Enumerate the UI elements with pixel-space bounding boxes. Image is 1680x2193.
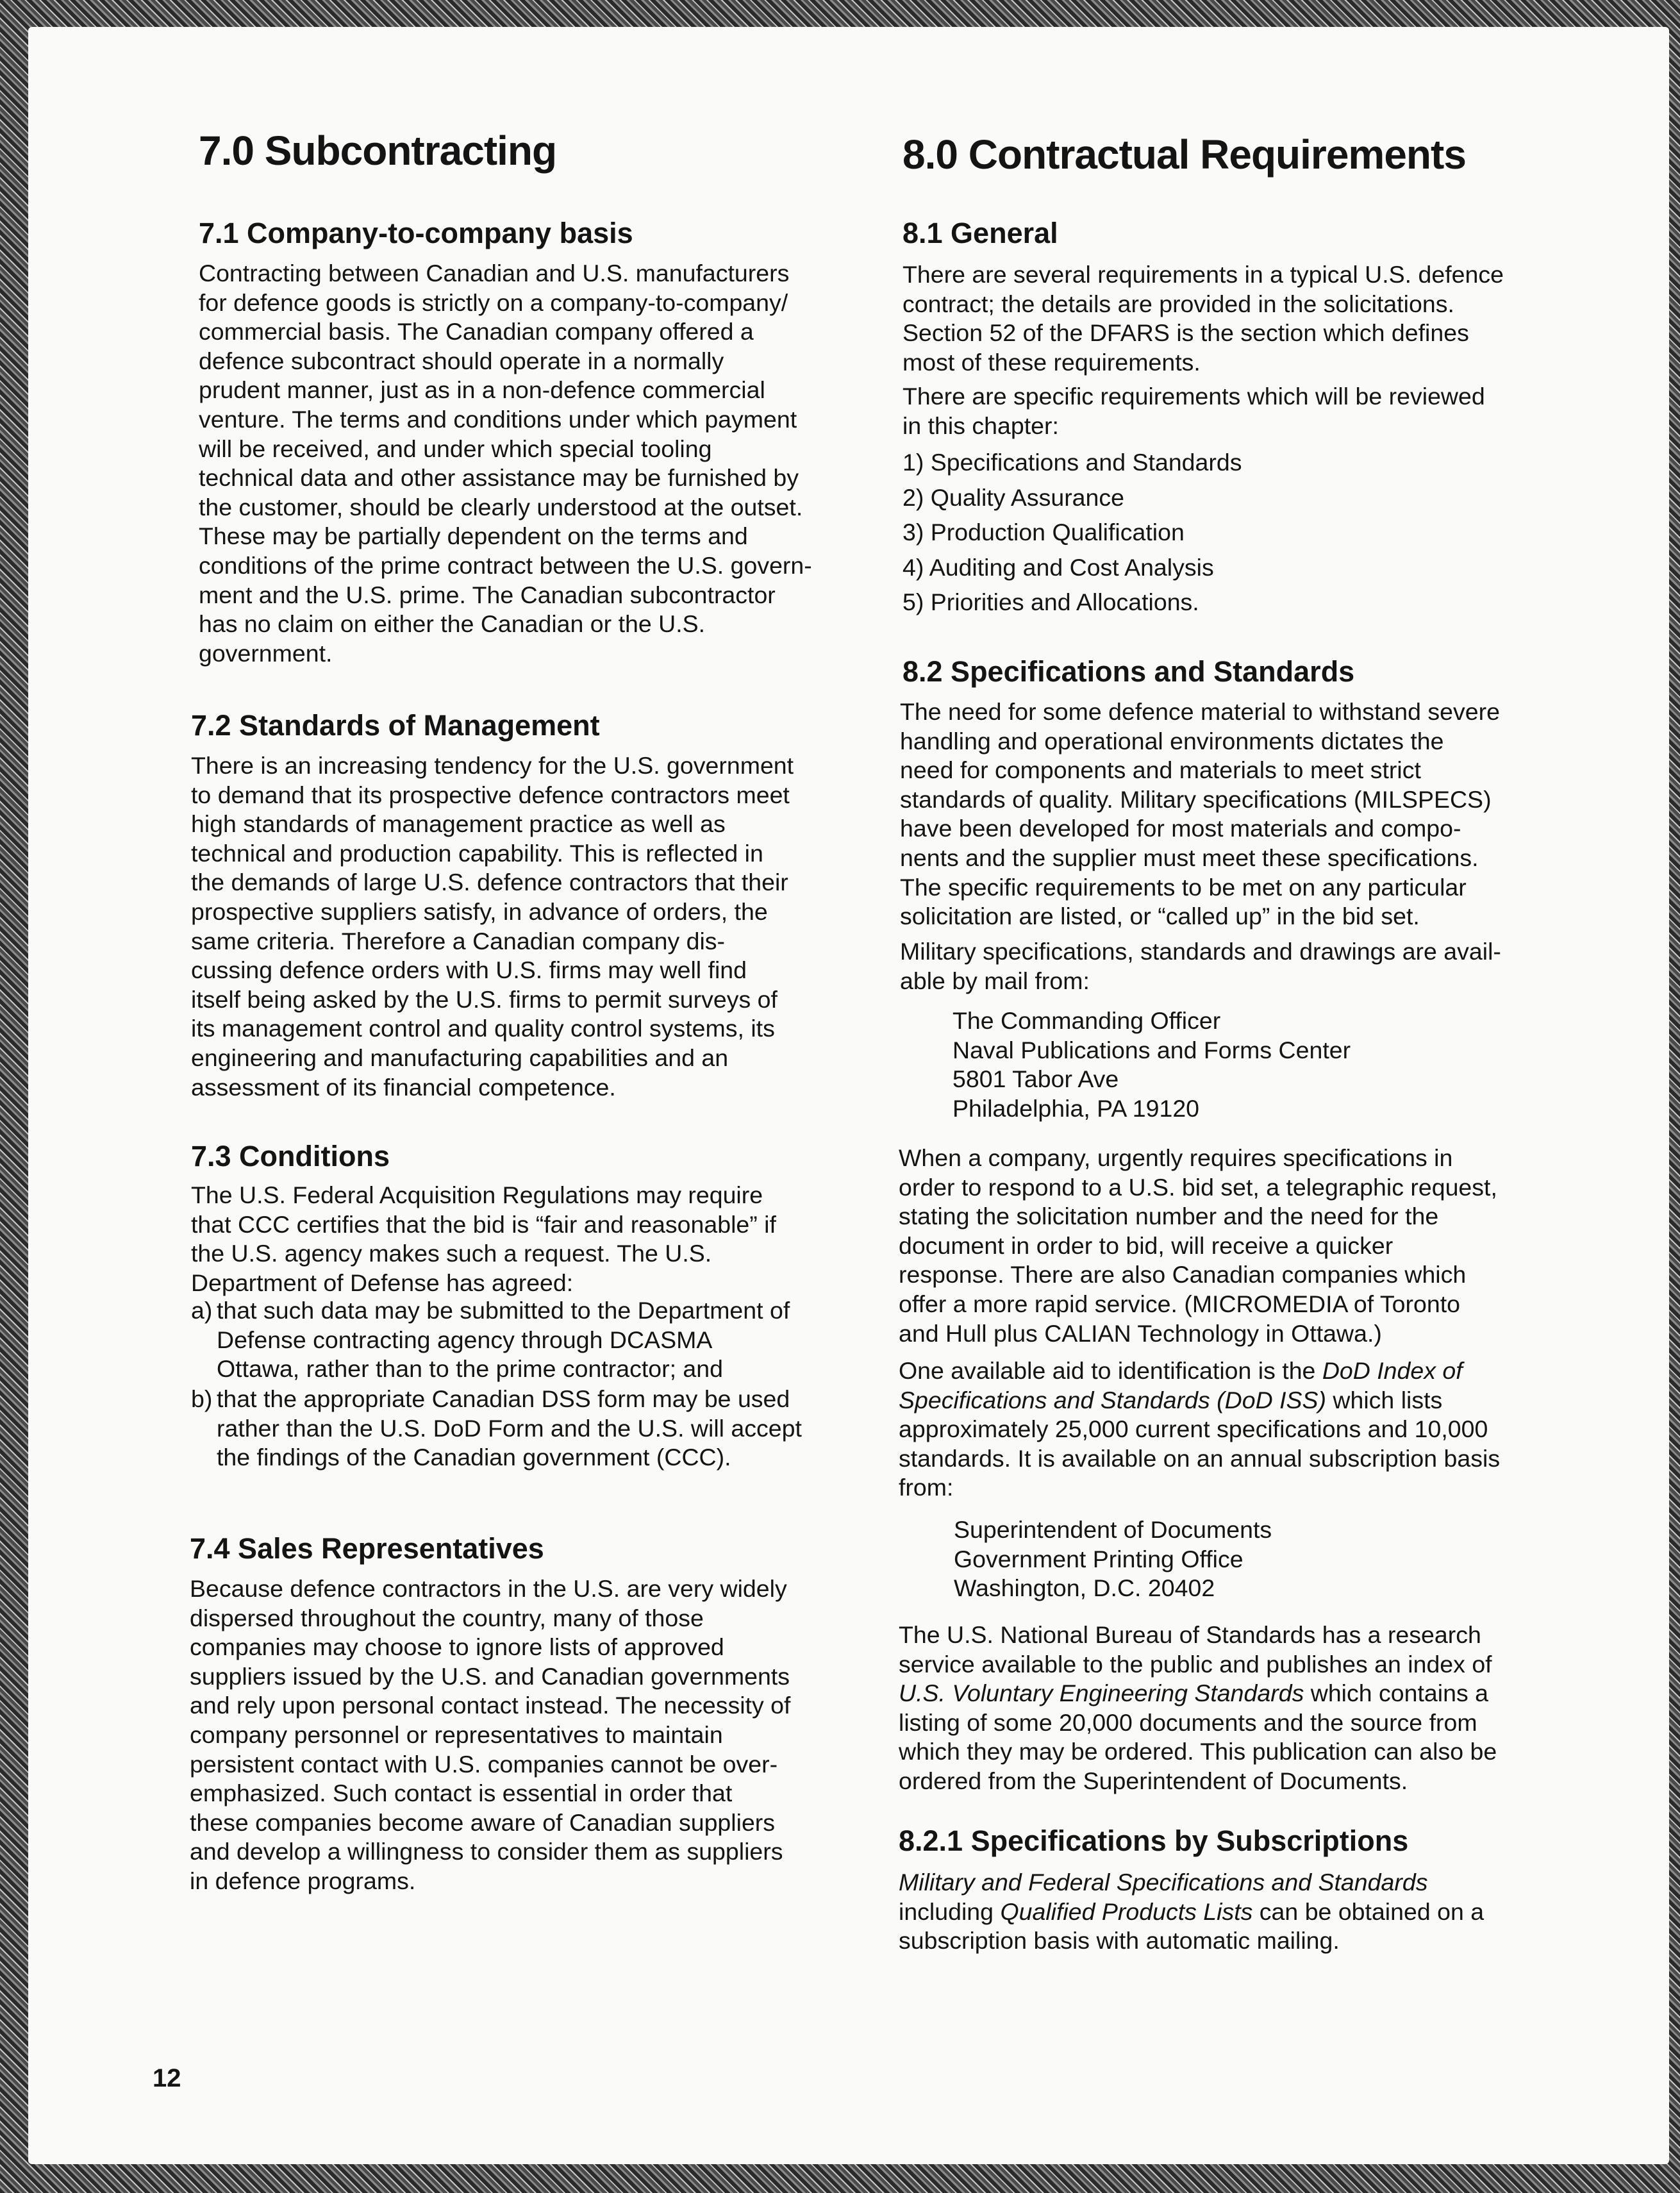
list-item: 5) Priorities and Allocations. <box>902 588 1199 616</box>
mailing-address-naval: The Commanding Officer Naval Publications and Forms Center 5801 Tabor Ave Philadelphia, PA 19120 <box>952 1007 1351 1122</box>
document-page <box>28 27 1669 2164</box>
page-number: 12 <box>153 2064 181 2092</box>
section-8-heading: 8.0 Contractual Requirements <box>902 131 1466 178</box>
section-7-1-title: 7.1 Company-to-company basis <box>199 217 633 249</box>
section-8-2-nbs: The U.S. National Bureau of Standards has a research service available to the public and publishes an index of U.S. Voluntary Engineering Standards which contains a listing of some 20,000 documents and the source from which they may be ordered. This publication can also be ordered from the Superintendent of Documents. <box>899 1621 1497 1794</box>
section-7-3-item-b: b) that the appropriate Canadian DSS form may be used rather than the U.S. DoD Form and the U.S. will accept the findings of the Canadian government (CCC). <box>191 1385 802 1471</box>
section-7-2-title: 7.2 Standards of Management <box>191 709 600 742</box>
section-8-2-availability: Military specifications, standards and drawings are avail- able by mail from: <box>900 938 1501 994</box>
section-8-2-dod-index: One available aid to identification is the DoD Index of Specifications and Standards (DoD ISS) which lists approximately 25,000 current specifications and 10,000 standards. It is available on an annual subscription basis from: <box>899 1357 1501 1501</box>
list-item: 2) Quality Assurance <box>902 483 1124 511</box>
mailing-address-gpo: Superintendent of Documents Government Printing Office Washington, D.C. 20402 <box>954 1516 1272 1602</box>
section-7-1-body: Contracting between Canadian and U.S. manufacturers for defence goods is strictly on a company-to-company/ commercial basis. The Canadian company offered a defence subcontract should operate in a normally prudent manner, just as in a non-defence commercial venture. The terms and conditions under which payment will be received, and under which special tooling technical data and other assistance may be furnished by the customer, should be clearly understood at the outset. These may be partially dependent on the terms and conditions of the prime contract between the U.S. govern- ment and the U.S. prime. The Canadian subcontractor has no claim on either the Canadian or the U.S. government. <box>199 260 812 667</box>
section-7-4-body: Because defence contractors in the U.S. are very widely dispersed throughout the country, many of those companies may choose to ignore lists of approved suppliers issued by the U.S. and Canadian governments and rely upon personal contact instead. The necessity of company personnel or representatives to maintain persistent contact with U.S. companies cannot be over- emphasized. Such contact is essential in order that these companies become aware of Canadian suppliers and develop a willingness to consider them as suppliers in defence programs. <box>190 1575 791 1894</box>
section-7-heading: 7.0 Subcontracting <box>199 128 557 174</box>
section-7-2-body: There is an increasing tendency for the U.S. government to demand that its prospective defence contractors meet high standards of management practice as well as technical and production capability. This is reflected in the demands of large U.S. defence contractors that their prospective suppliers satisfy, in advance of orders, the same criteria. Therefore a Canadian company dis- cussing defence orders with U.S. firms may well find itself being asked by the U.S. firms to permit surveys of its management control and quality control systems, its engineering and manufacturing capabilities and an assessment of its financial competence. <box>191 752 794 1101</box>
list-item: 1) Specifications and Standards <box>902 449 1242 476</box>
section-7-3-title: 7.3 Conditions <box>191 1140 390 1172</box>
section-8-2-1-body: Military and Federal Specifications and Standards including Qualified Products Lists can be obtained on a subscription basis with automatic mailing. <box>899 1869 1485 1955</box>
section-8-2-title: 8.2 Specifications and Standards <box>902 655 1355 688</box>
section-7-3-item-a: a) that such data may be submitted to the Department of Defense contracting agency through DCASMA Ottawa, rather than to the prime contractor; and <box>191 1297 790 1383</box>
section-8-1-intro: There are specific requirements which will be reviewed in this chapter: <box>902 383 1485 439</box>
section-8-1-body: There are several requirements in a typical U.S. defence contract; the details are provided in the solicitations. Section 52 of the DFARS is the section which defines most of these requirements. <box>902 261 1504 376</box>
section-7-3-body: The U.S. Federal Acquisition Regulations may require that CCC certifies that the bid is “fair and reasonable” if the U.S. agency makes such a request. The U.S. Department of Defense has agreed: <box>191 1181 776 1296</box>
section-8-1-title: 8.1 General <box>902 217 1058 249</box>
section-8-2-body: The need for some defence material to withstand severe handling and operational environments dictates the need for components and materials to meet strict standards of quality. Military specifications (MILSPECS) have been developed for most materials and compo- nents and the supplier must meet these specifications. The specific requirements to be met on any particular solicitation are listed, or “called up” in the bid set. <box>900 698 1500 930</box>
list-item: 3) Production Qualification <box>902 519 1185 546</box>
list-item: 4) Auditing and Cost Analysis <box>902 553 1214 581</box>
section-8-2-1-title: 8.2.1 Specifications by Subscriptions <box>899 1824 1409 1857</box>
section-7-4-title: 7.4 Sales Representatives <box>190 1532 544 1565</box>
section-8-2-telegraphic: When a company, urgently requires specifications in order to respond to a U.S. bid set, a telegraphic request, stating the solicitation number and the need for the document in order to bid, will receive a quicker response. There are also Canadian companies which offer a more rapid service. (MICROMEDIA of Toronto and Hull plus CALIAN Technology in Ottawa.) <box>899 1144 1497 1347</box>
requirements-list <box>902 445 1242 620</box>
